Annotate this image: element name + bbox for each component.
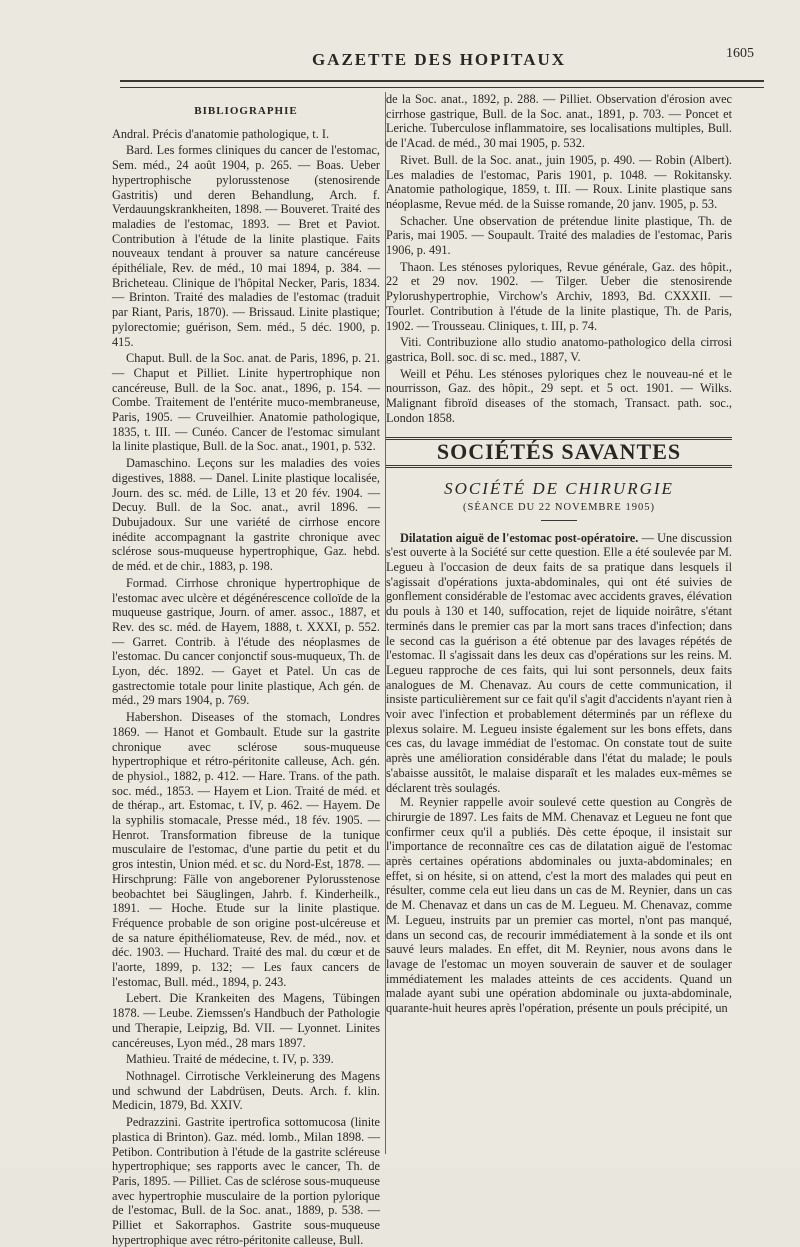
page-header	[118, 36, 760, 76]
biblio-entry: Viti. Contribuzione allo studio anatomo-pathologico della cirrosi gastrica, Boll. soc. di sc. med., 1887, V.	[386, 335, 732, 364]
page-number: 1605	[726, 46, 754, 61]
article-paragraph: M. Reynier rappelle avoir soulevé cette question au Congrès de chirurgie de 1897. Les faits de MM. Chenavaz et Legueu ne font que confirmer ceux qu'il a publiés. Dès cette époque, il insistait sur l'importance de reconnaître ces cas de dilatation aiguë de l'estomac après certaines opérations abdominales ou juxta-abdominales; en effet, si on hésite, si on attend, c'est la mort des malades qui peut en résulter, comme cela eut lieu dans un cas de M. Reynier, dans un cas de M. Chenavaz et dans un cas de M. Legueu. M. Chenavaz, comme M. Legueu, instruits par un premier cas mortel, n'ont pas manqué, dans un second cas, de recourir immédiatement à la sonde et ils ont sauvé leurs malades. En effet, dit M. Reynier, nous avons dans le lavage de l'estomac un moyen souverain de sauver et de soulager immédiatement les malades atteints de ces accidents. Quand un malade ayant subi une opération abdominale ou juxta-abdominale, quarante-huit heures après l'opération, présente un pouls précipité, un	[386, 795, 732, 1016]
biblio-entry: Rivet. Bull. de la Soc. anat., juin 1905, p. 490. — Robin (Albert). Les maladies de l'estomac, Paris 1901, p. 1048. — Rokitansky. Anatomie pathologique, 1859, t. III. — Roux. Linite plastique sans néoplasme, Revue méd. de la Suisse romande, 20 janv. 1905, p. 53.	[386, 152, 732, 211]
article-paragraph	[386, 531, 732, 796]
biblio-entry: Andral. Précis d'anatomie pathologique, t. I.	[112, 126, 330, 141]
session-date: (SÉANCE DU 22 NOVEMBRE 1905)	[463, 501, 655, 513]
biblio-entry: Weill et Péhu. Les sténoses pyloriques chez le nouveau-né et le nourrisson, Gaz. des hôpit., 29 sept. et 5 oct. 1901. — Wilks. Malignant fibroïd diseases of the stomach, Transact. path. soc., London 1858.	[386, 366, 732, 425]
journal-title: GAZETTE DES HOPITAUX	[311, 50, 567, 69]
biblio-entry: Mathieu. Traité de médecine, t. IV, p. 339.	[126, 1052, 334, 1067]
article-text: — Une discussion s'est ouverte à la Société sur cette question. Elle a été soulevée par M. Legueu à l'occasion de deux faits de sa pratique dans lesquels il s'agissait d'opérations juxta-abdominales, qui ont été suivies de gonflement considérable de l'estomac avec accidents graves, élévation du pouls à 130 et 140, suffocation, rejet de liquide noirâtre, s'étant terminés dans le premier cas par la mort sans traces d'infection; dans le second cas la guérison a été obtenue par des lavages répétés de l'estomac. Il s'agissait dans les deux cas d'opérations sur les reins. M. Legueu rapproche de ces faits, qui lui sont personnels, deux faits analogues de M. Chenavaz. Au cours de cette communication, il insiste particulièrement sur ce fait qu'il s'agit d'accidents n'ayant rien à voir avec l'infection et probablement déterminés par un réflexe du plexus solaire. M. Legueu insiste également sur les bons effets, dans ces cas, du lavage immédiat de l'estomac. On constate tout de suite après une amélioration considérable dans l'état du malade; le pouls s'abaisse aussitôt, le malaise disparaît et les malades eux-mêmes se déclarent très soulagés.	[386, 530, 732, 795]
section-heading	[386, 437, 732, 468]
biblio-entry: Chaput. Bull. de la Soc. anat. de Paris, 1896, p. 21. — Chaput et Pilliet. Linite hypertrophique non cancéreuse, Bull. de la Soc. anat., 1896, p. 154. — Combe. Traitement de l'entérite muco-membraneuse, Paris, 1905. — Cruveilhier. Anatomie pathologique, 1835, t. III. — Cunéo. Cancer de l'estomac simulant la linite plastique, Bull. de la Soc. anat., 1901, p. 532.	[112, 351, 380, 454]
biblio-entry: de la Soc. anat., 1892, p. 288. — Pilliet. Observation d'érosion avec cirrhose gastrique, Bull. de la Soc. anat., 1891, p. 703. — Poncet et Leriche. Tuberculose inflammatoire, ses localisations multiples, Bull. de l'Acad. de méd., 30 mai 1905, p. 532.	[386, 92, 732, 151]
biblio-entry: Schacher. Une observation de prétendue linite plastique, Th. de Paris, mai 1905. — Soupault. Traité des maladies de l'estomac, Paris 1906, p. 491.	[386, 213, 732, 258]
article-lead: Dilatation aiguë de l'estomac post-opératoire.	[400, 530, 639, 545]
biblio-entry: Bard. Les formes cliniques du cancer de l'estomac, Sem. méd., 24 août 1904, p. 265. — Boas. Ueber hypertrophische pylorusstenose (stenosirende Gastritis) und deren Behandlung, Arch. f. Verdauungskrankheiten, 1898. — Bouveret. Traité des maladies de l'estomac, 1893. — Bret et Paviot. Contribution à l'étude de la linite plastique. Faits nouveaux tendant à prouver sa nature cancéreuse épithéliale, Rev. de méd., 10 mai 1894, p. 384. — Bricheteau. Clinique de l'hôpital Necker, Paris, 1834. — Brinton. Traité des maladies de l'estomac (traduit par Riant, Paris, 1870). — Brissaud. Linite plastique; pylorectomie; guérison, Sem. méd., 5 déc. 1900, p. 415.	[112, 143, 380, 349]
left-column	[112, 92, 380, 1247]
biblio-entry: Lebert. Die Krankeiten des Magens, Tübingen 1878. — Leube. Ziemssen's Handbuch der Pathologie und Therapie, Leipzig, Bd. VII. — Lyonnet. Linites cancéreuses, Lyon méd., 28 mars 1897.	[112, 991, 380, 1050]
society-title: SOCIÉTÉ DE CHIRURGIE	[444, 479, 674, 499]
biblio-entry: Nothnagel. Cirrotische Verkleinerung des Magens und schwund der Labdrüsen, Deuts. Arch. f. klin. Medicin, 1879, Bd. XXIV.	[112, 1069, 380, 1113]
bibliography-heading: BIBLIOGRAPHIE	[194, 105, 298, 117]
biblio-entry: Pedrazzini. Gastrite ipertrofica sottomucosa (linite plastica di Brinton). Gaz. méd. lomb., Milan 1898. — Petibon. Contribution à l'étude de la gastrite scléreuse hypertrophique; ses rapports avec le cancer, Th. de Paris, 1895. — Pilliet. Cas de sclérose sous-muqueuse avec hypertrophie musculaire de la portion pylorique de l'estomac, Bull. de la Soc. anat., 1889, p. 538. — Pilliet et Sakorraphos. Gastrite sous-muqueuse hypertrophique avec rétro-péritonite calleuse, Bull.	[112, 1115, 380, 1247]
biblio-entry: Damaschino. Leçons sur les maladies des voies digestives, 1888. — Danel. Linite plastique localisée, Journ. des sc. méd. de Lille, 13 et 20 fév. 1904. — Decuy. Bull. de la Soc. anat., avril 1896. — Dubujadoux. Sur une variété de cirrhose encore inédite accompagnant la gastrite chronique avec sclérose sous-muqueuse hypertrophique, Gaz. hebd. de méd. et de chir., 1883, p. 198.	[112, 456, 380, 574]
biblio-entry: Formad. Cirrhose chronique hypertrophique de l'estomac avec ulcère et dégénérescence colloïde de la muqueuse gastrique, Journ. of amer. assoc., 1887, et Rev. des sc. méd. de Hayem, 1888, t. XXXI, p. 552. — Garret. Contrib. à l'étude des néoplasmes de l'estomac. Du cancer conjonctif sous-muqueux, Th. de Lyon, déc. 1892. — Gayet et Patel. Un cas de gastrectomie totale pour linite plastique, Ach gén. de méd., 29 mars 1904, p. 769.	[112, 575, 380, 708]
biblio-entry: Habershon. Diseases of the stomach, Londres 1869. — Hanot et Gombault. Etude sur la gastrite chronique avec sclérose sous-muqueuse hypertrophique et rétro-péritonite calleuse, Ach. gén. de physiol., 1882, p. 412. — Hare. Trans. of the path. soc. méd., 1853. — Hayem et Lion. Traité de méd. et de thérap., art. Estomac, t. IV, p. 462. — Hayem. De la syphilis stomacale, Presse méd., 18 fév. 1905. — Henrot. Transformation fibreuse de la tunique musculaire de l'estomac, d'une partie du petit et du gros intestin, Union méd. et sc. du Nord-Est, 1878. — Hirschprung: Fälle von angeborener Pylorusstenose beobachtet bei Säuglingen, Jahrb. f. Kinderheilk., 1891. — Hoche. Etude sur la linite plastique. Fréquence probable de son origine post-ulcéreuse et de sa nature épithéliomateuse, Rev. de méd., nov. et déc. 1903. — Huchard. Traité des mal. du cœur et de l'aorte, 1899, p. 132; — Les faux cancers de l'estomac, Bull. méd., 1894, p. 243.	[112, 710, 380, 989]
biblio-entry: Thaon. Les sténoses pyloriques, Revue générale, Gaz. des hôpit., 22 et 29 nov. 1902. — Tilger. Ueber die stenosirende Pylorushypertrophie, Virchow's Archiv, 1893, Bd. CXXXII. — Tourlet. Contribution à l'étude de la linite plastique, Th. de Paris, 1902. — Trousseau. Cliniques, t. III, p. 74.	[386, 259, 732, 333]
right-column	[386, 92, 732, 1154]
header-rule	[120, 80, 764, 88]
section-title: SOCIÉTÉS SAVANTES	[386, 437, 732, 468]
short-rule	[541, 520, 577, 521]
